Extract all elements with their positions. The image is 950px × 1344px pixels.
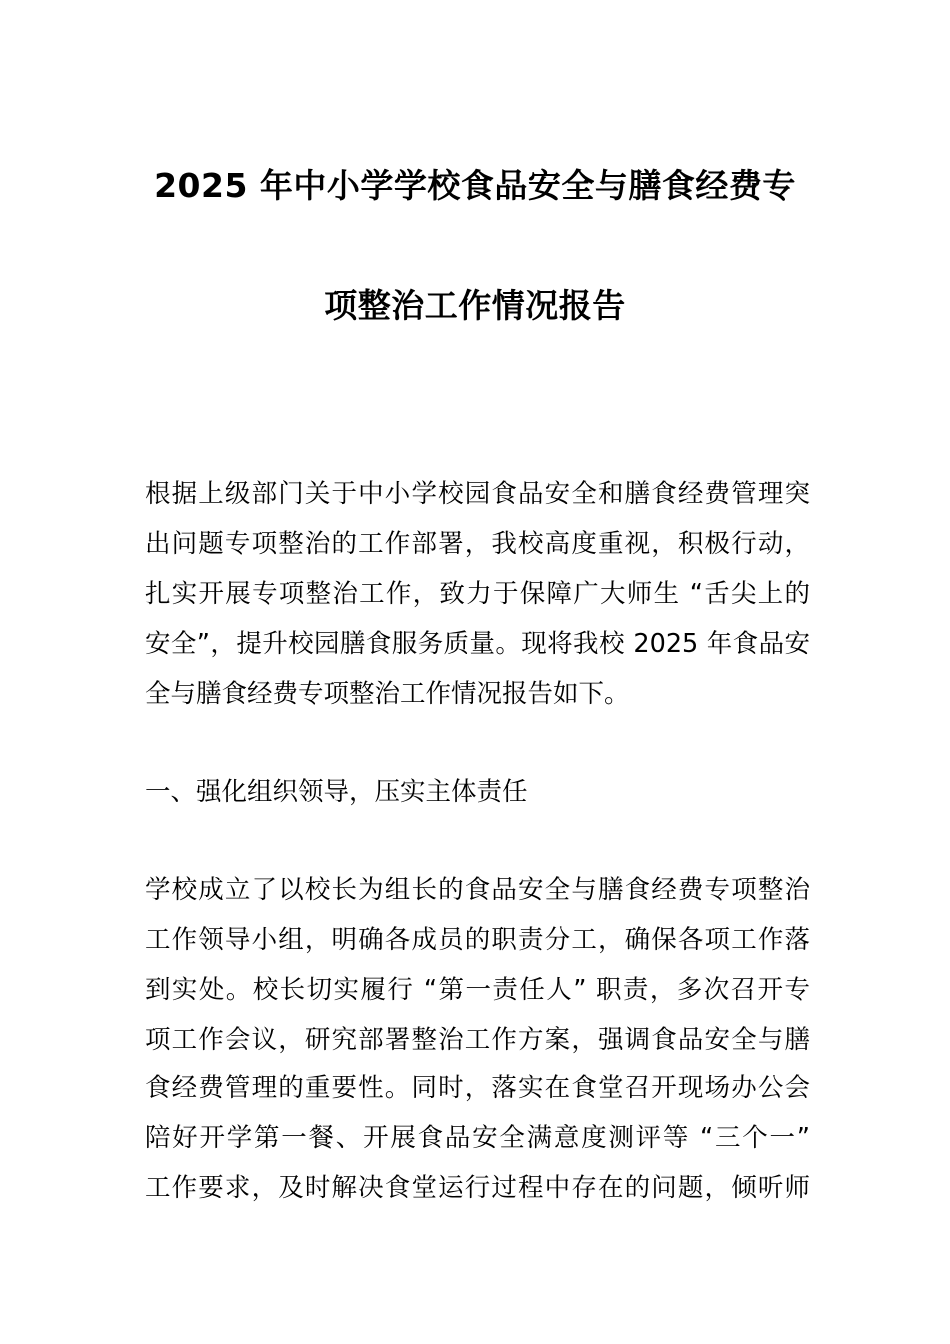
paragraph-line: 学校成立了以校长为组长的食品安全与膳食经费专项整治	[145, 875, 810, 905]
paragraph-line: 陪好开学第一餐、开展食品安全满意度测评等 “三个一”	[145, 1123, 810, 1153]
document-title-line-1: 2025 年中小学学校食品安全与膳食经费专	[154, 166, 796, 205]
paragraph-line: 项工作会议，研究部署整治工作方案，强调食品安全与膳	[145, 1025, 810, 1055]
paragraph-line: 根据上级部门关于中小学校园食品安全和膳食经费管理突	[145, 479, 810, 509]
paragraph-line: 工作领导小组，明确各成员的职责分工，确保各项工作落	[145, 925, 810, 955]
paragraph-line: 工作要求，及时解决食堂运行过程中存在的问题，倾听师	[145, 1173, 810, 1203]
paragraph-line: 扎实开展专项整治工作，致力于保障广大师生 “舌尖上的	[145, 579, 810, 609]
paragraph-line: 出问题专项整治的工作部署，我校高度重视，积极行动，	[145, 529, 810, 559]
document-title-line-2: 项整治工作情况报告	[324, 286, 626, 325]
paragraph-line: 全与膳食经费专项整治工作情况报告如下。	[145, 679, 630, 709]
paragraph-line: 食经费管理的重要性。同时，落实在食堂召开现场办公会	[145, 1073, 810, 1103]
section-heading: 一、强化组织领导，压实主体责任	[145, 777, 528, 807]
paragraph-line: 到实处。校长切实履行 “第一责任人” 职责，多次召开专	[145, 975, 810, 1005]
paragraph-line: 安全”，提升校园膳食服务质量。现将我校 2025 年食品安	[145, 629, 810, 659]
